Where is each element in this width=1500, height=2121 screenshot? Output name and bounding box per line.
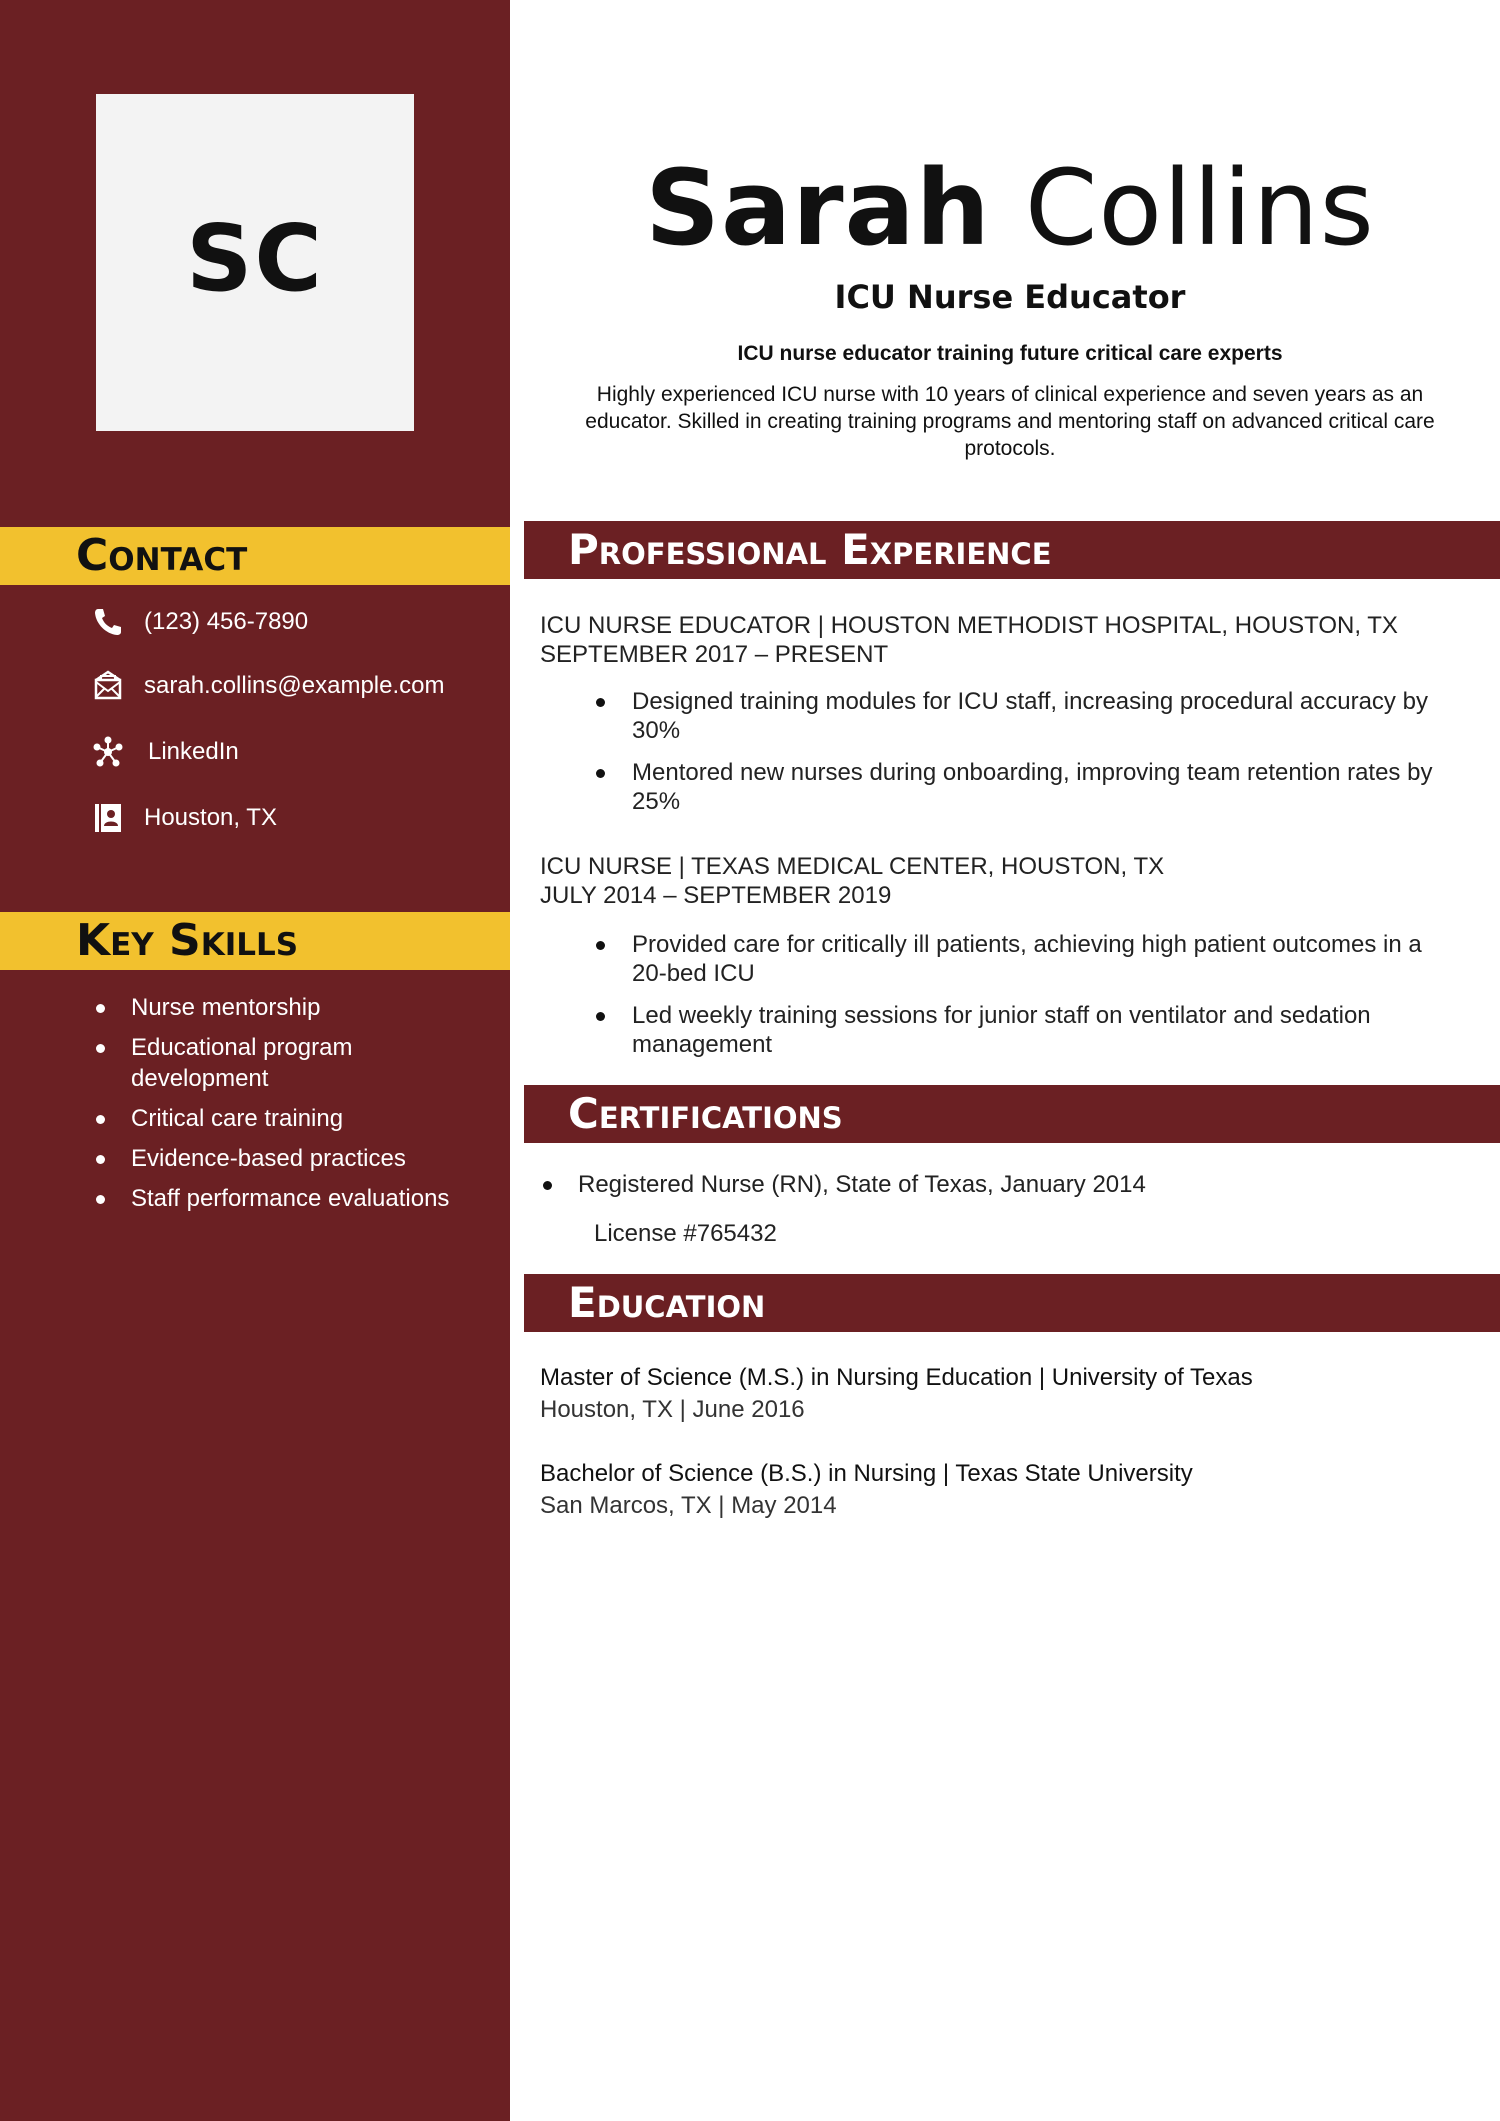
skills-heading-band: [0, 912, 510, 970]
skills-heading: Key Skills: [76, 915, 299, 966]
job-1-header: [540, 611, 1480, 669]
contact-linkedin[interactable]: [92, 732, 239, 772]
list-item: Led weekly training sessions for junior staff on ventilator and sedation management: [540, 1001, 1460, 1059]
job-2-dates: JULY 2014 – SEPTEMBER 2019: [540, 882, 892, 909]
contact-email[interactable]: [92, 666, 444, 706]
skill-item: Staff performance evaluations: [92, 1183, 492, 1214]
skill-item: Critical care training: [92, 1103, 492, 1134]
education-place-2: San Marcos, TX | May 2014: [540, 1492, 837, 1519]
education-degree-2: Bachelor of Science (B.S.) in Nursing | Texas State University: [540, 1460, 1193, 1487]
job-title: ICU Nurse Educator: [834, 278, 1186, 316]
job-2-title: ICU NURSE | TEXAS MEDICAL CENTER, HOUSTON, TX: [540, 853, 1165, 880]
summary: Highly experienced ICU nurse with 10 years of clinical experience and seven years as an educator. Skilled in creating training programs and mentoring staff on advanced critical care protocols.: [585, 383, 1435, 460]
experience-heading-band: [524, 521, 1500, 579]
skill-item: Evidence-based practices: [92, 1143, 492, 1174]
contact-heading-band: [0, 527, 510, 585]
candidate-name: [510, 148, 1500, 268]
sidebar: [0, 0, 510, 2121]
contact-phone[interactable]: [92, 602, 308, 642]
education-heading-band: [524, 1274, 1500, 1332]
skill-item: Educational program development: [92, 1032, 492, 1094]
certification-item: Registered Nurse (RN), State of Texas, January 2014: [540, 1170, 1440, 1199]
skill-item: Nurse mentorship: [92, 992, 492, 1023]
certifications-heading-band: [524, 1085, 1500, 1143]
job-2-header: [540, 852, 1480, 910]
contact-card-icon: [92, 802, 124, 834]
tagline: ICU nurse educator training future critical care experts: [737, 342, 1283, 365]
phone-number: (123) 456-7890: [144, 608, 309, 635]
job-1-dates: SEPTEMBER 2017 – PRESENT: [540, 641, 889, 668]
location-text: Houston, TX: [144, 804, 277, 831]
skills-list: [92, 992, 492, 1223]
contact-location: [92, 798, 277, 838]
job-1-bullets: [540, 687, 1460, 829]
job-2-bullets: [540, 930, 1460, 1072]
last-name: Collins: [1024, 147, 1375, 269]
education-degree-1: Master of Science (M.S.) in Nursing Education | University of Texas: [540, 1364, 1253, 1391]
certification-license: License #765432: [594, 1220, 777, 1247]
list-item: Provided care for critically ill patients, achieving high patient outcomes in a 20-bed ICU: [540, 930, 1460, 988]
email-icon: [92, 670, 124, 702]
certifications-heading: Certifications: [568, 1089, 843, 1138]
monogram-box: [96, 94, 414, 431]
linkedin-link[interactable]: LinkedIn: [148, 738, 239, 765]
experience-heading: Professional Experience: [568, 525, 1052, 574]
email-address: sarah.collins@example.com: [144, 672, 445, 699]
education-heading: Education: [568, 1278, 766, 1327]
phone-icon: [92, 606, 124, 638]
first-name: Sarah: [645, 147, 991, 269]
monogram: SC: [186, 205, 324, 312]
list-item: Mentored new nurses during onboarding, improving team retention rates by 25%: [540, 758, 1460, 816]
contact-heading: Contact: [76, 530, 248, 581]
job-1-title: ICU NURSE EDUCATOR | HOUSTON METHODIST HOSPITAL, HOUSTON, TX: [540, 612, 1398, 639]
list-item: Designed training modules for ICU staff, increasing procedural accuracy by 30%: [540, 687, 1460, 745]
education-place-1: Houston, TX | June 2016: [540, 1396, 805, 1423]
network-icon: [92, 736, 124, 768]
